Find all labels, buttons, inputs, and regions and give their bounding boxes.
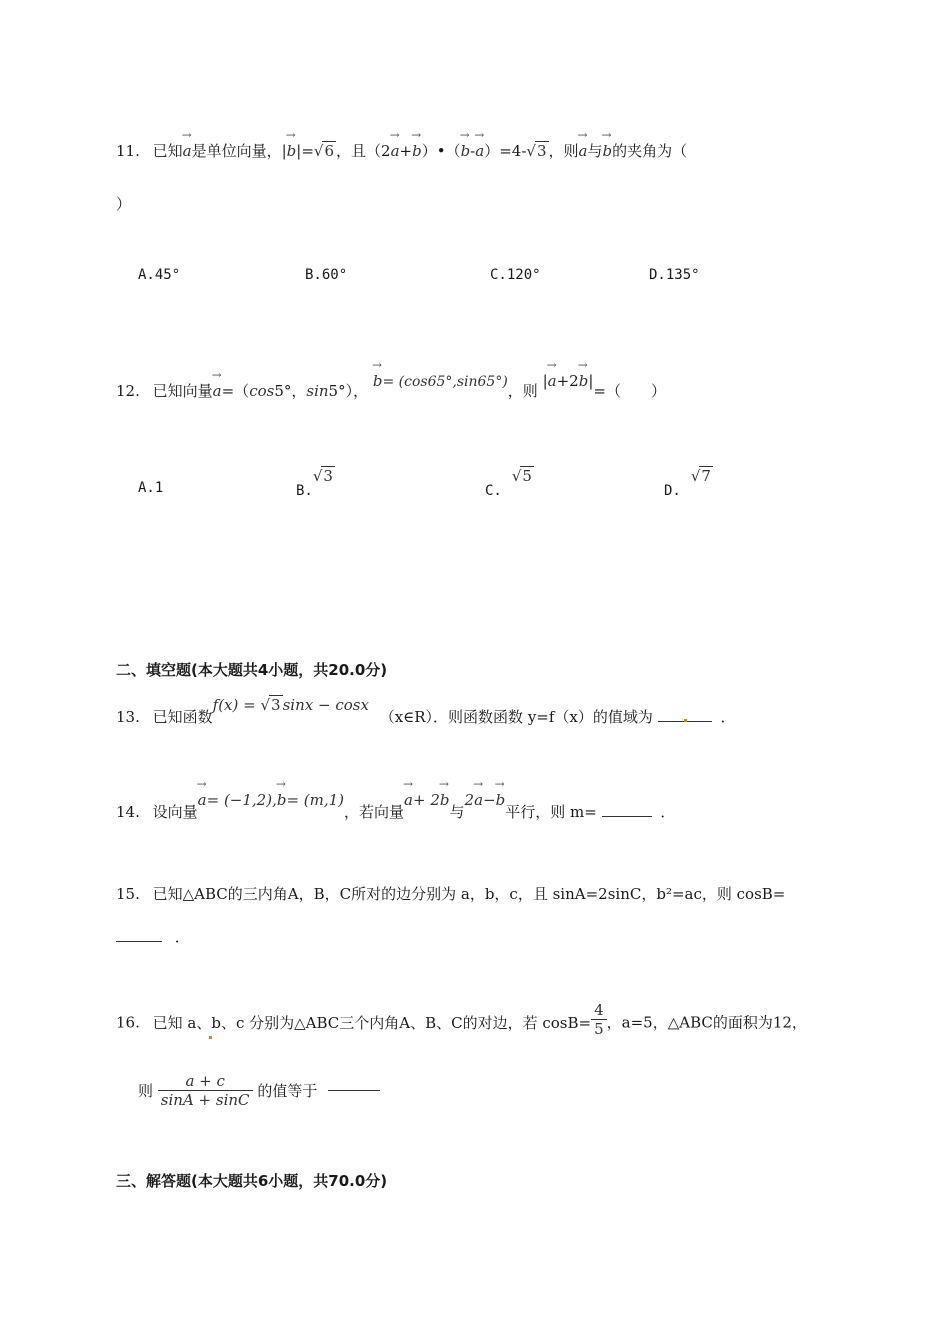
question-16: 16. 已知 a、b、c 分别为△ABC三个内角A、B、C的对边，若 cosB= $\frac{4}{5}$ ，a=5，△ABC的面积为12， xyxy=(116,1001,807,1038)
question-12: 12. 已知向量→ a=（cos5°，sin5°）， → b= (cos65°,sin65°)，则 |→ a+2→ b|=（ ） xyxy=(116,380,666,401)
q13-answer-blank[interactable] xyxy=(658,721,712,722)
q12-number: 12. xyxy=(116,382,140,400)
question-11-close: ） xyxy=(116,195,132,213)
q16-answer-blank[interactable] xyxy=(328,1090,380,1091)
question-15-line2: ． xyxy=(116,926,190,947)
section-2-heading: 二、填空题(本大题共4小题，共20.0分) xyxy=(116,661,388,679)
q15-answer-blank[interactable] xyxy=(116,941,162,942)
q11-option-d: D.135° xyxy=(649,267,700,283)
q11-option-c: C.120° xyxy=(490,267,541,283)
q14-answer-blank[interactable] xyxy=(602,816,652,817)
section-3-heading: 三、解答题(本大题共6小题，共70.0分) xyxy=(116,1172,388,1190)
abs-expression: |→ a+2→ b| xyxy=(543,372,594,390)
sqrt-6: √6 xyxy=(313,142,335,160)
q12-option-b: B.√3 xyxy=(296,467,333,499)
fraction-4-5: $\frac{4}{5}$ xyxy=(591,1001,607,1038)
fraction-expression: $\frac{a + c}{\sin A + \sin C}$ xyxy=(158,1072,253,1109)
q12-option-c: C.√5 xyxy=(485,467,532,499)
q11-number: 11. xyxy=(116,142,140,160)
vector-a: → a xyxy=(183,142,192,160)
q12-option-d: D.√7 xyxy=(664,467,711,499)
question-14: 14. 设向量→ a= (−1,2),→ b= (m,1)，若向量→ a+ 2→ b与2→ a−→ b平行，则 m= ． xyxy=(116,801,675,822)
question-13: 13. 已知函数f(x) = √3 sinx − cosx （x∈R）．则函数函数 y=f（x）的值域为 ． xyxy=(116,696,736,726)
question-15: 15. 已知△ABC的三内角A，B，C所对的边分别为 a，b，c，且 sinA=2sinC，b²=ac，则 cosB= xyxy=(116,885,786,903)
question-16-line2: 则 $\frac{a + c}{\sin A + \sin C}$ 的值等于 xyxy=(138,1072,380,1109)
vector-b: → b xyxy=(287,142,297,160)
q12-option-a: A.1 xyxy=(138,480,164,496)
q11-option-b: B.60° xyxy=(305,267,348,283)
sqrt-3: √3 xyxy=(526,142,547,160)
q11-option-a: A.45° xyxy=(138,267,181,283)
question-11: 11. 已知→ a是单位向量，|→ b|=√6 ，且（2→ a+→ b）•（→ b-→ a）=4-√3 ，则→ a与→ b的夹角为（ xyxy=(116,140,687,161)
